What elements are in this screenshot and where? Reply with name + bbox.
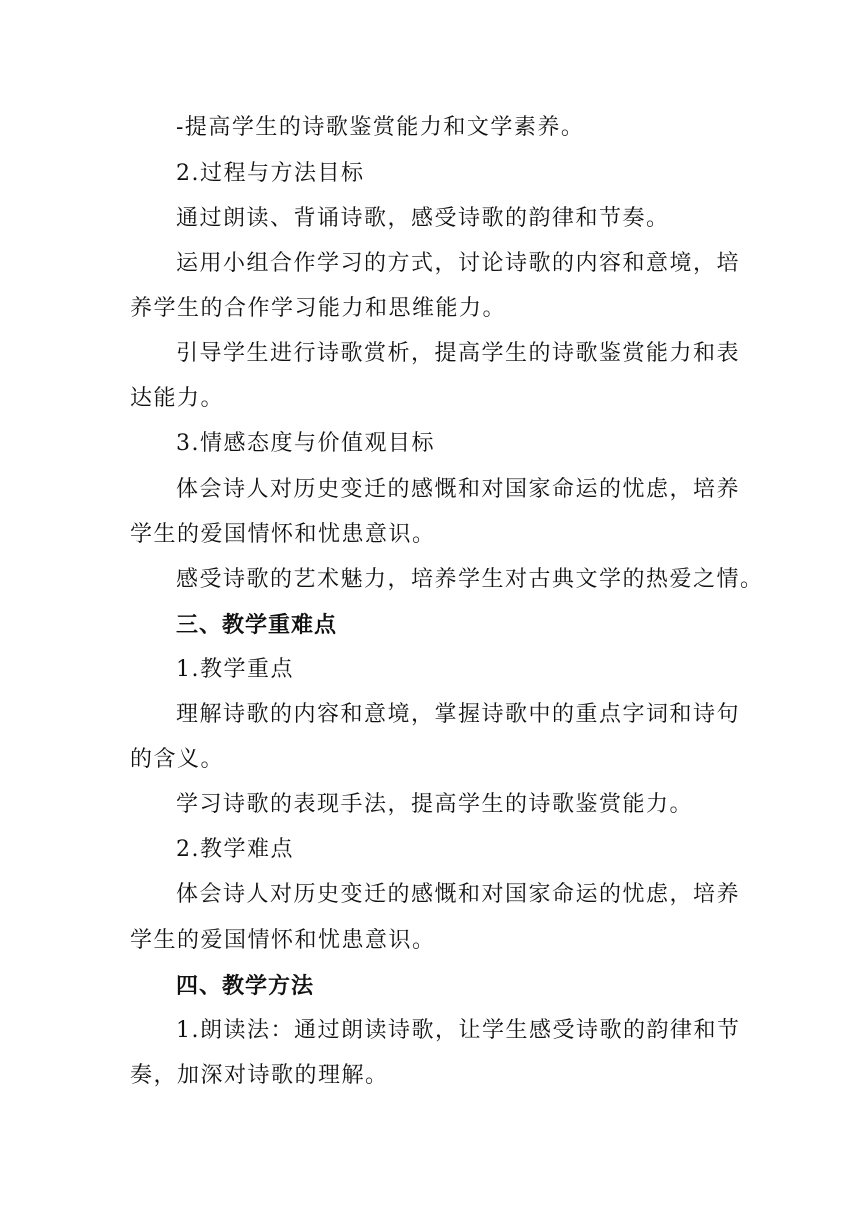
body-text-line: 学生的爱国情怀和忧患意识。 (130, 928, 436, 953)
body-text-line: -提高学生的诗歌鉴赏能力和文学素养。 (176, 115, 585, 140)
body-text-line: 体会诗人对历史变迁的感慨和对国家命运的忧虑，培养 (176, 882, 741, 907)
subsection-heading: 3.情感态度与价值观目标 (176, 431, 435, 456)
body-text-line: 养学生的合作学习能力和思维能力。 (130, 296, 507, 321)
body-text-line: 体会诗人对历史变迁的感慨和对国家命运的忧虑，培养 (176, 477, 741, 502)
body-text-line: 引导学生进行诗歌赏析，提高学生的诗歌鉴赏能力和表 (176, 341, 741, 366)
subsection-heading: 1.教学重点 (176, 657, 294, 682)
section-heading: 三、教学重难点 (176, 613, 338, 638)
body-text-line: 学习诗歌的表现手法，提高学生的诗歌鉴赏能力。 (176, 792, 694, 817)
body-text-line: 的含义。 (130, 747, 225, 772)
body-text-line: 达能力。 (130, 386, 225, 411)
body-text-line: 学生的爱国情怀和忧患意识。 (130, 522, 436, 547)
body-text-line: 感受诗歌的艺术魅力，培养学生对古典文学的热爱之情。 (176, 567, 764, 592)
body-text-line: 通过朗读、背诵诗歌，感受诗歌的韵律和节奏。 (176, 206, 670, 231)
subsection-heading: 2.过程与方法目标 (176, 161, 365, 186)
body-text-line: 奏，加深对诗歌的理解。 (130, 1063, 389, 1088)
body-text-line: 理解诗歌的内容和意境，掌握诗歌中的重点字词和诗句 (176, 702, 741, 727)
body-text-line: 1.朗读法：通过朗读诗歌，让学生感受诗歌的韵律和节 (176, 1018, 741, 1043)
subsection-heading: 2.教学难点 (176, 837, 294, 862)
section-heading: 四、教学方法 (176, 974, 315, 999)
body-text-line: 运用小组合作学习的方式，讨论诗歌的内容和意境，培 (176, 251, 741, 276)
